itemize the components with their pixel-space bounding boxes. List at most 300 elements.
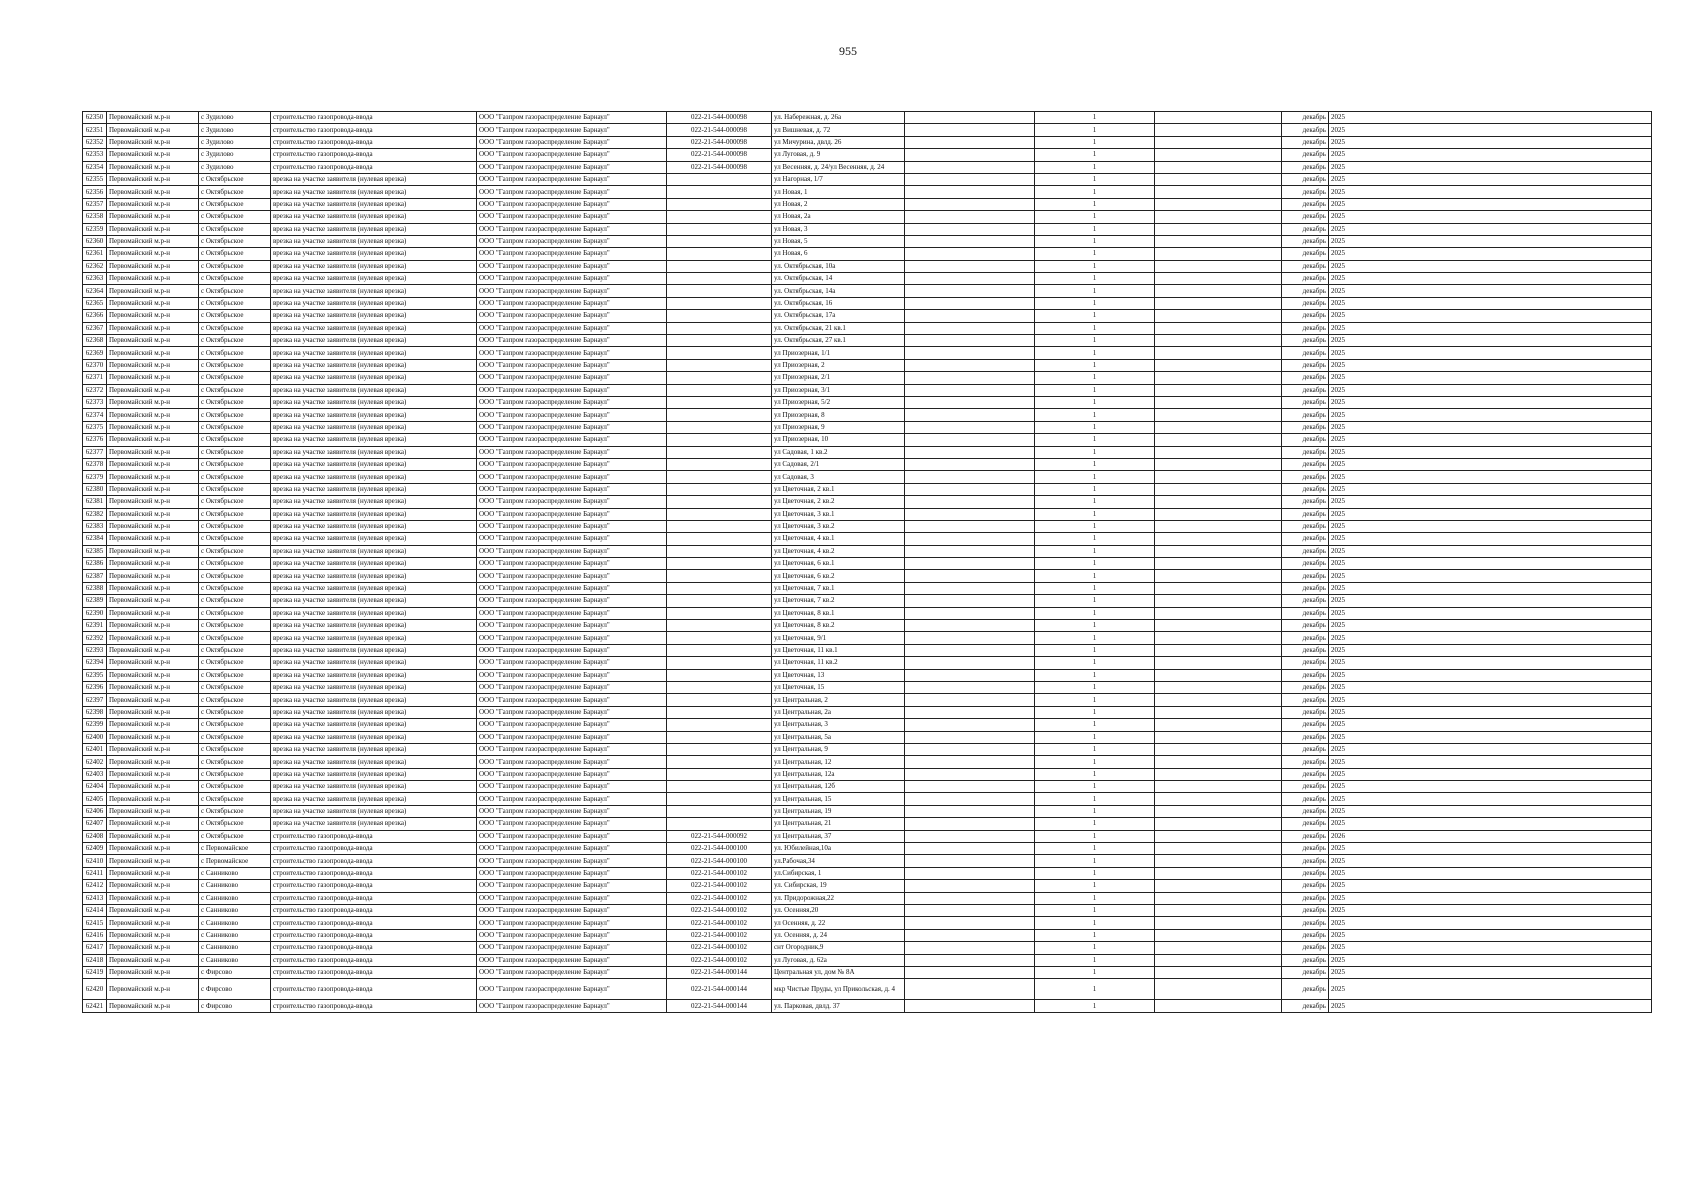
address: ул. Юбилейная,10а (772, 843, 905, 855)
empty-cell (905, 520, 1035, 532)
month: декабрь (1282, 496, 1329, 508)
quantity: 1 (1035, 359, 1155, 371)
address: ул Нагорная, 1/7 (772, 173, 905, 185)
month: декабрь (1282, 706, 1329, 718)
address: ул. Парковая, двлд. 37 (772, 1000, 905, 1012)
district: Первомайский м.р-н (107, 781, 199, 793)
month: декабрь (1282, 855, 1329, 867)
year: 2025 (1329, 954, 1652, 966)
work-type: строительство газопровода-ввода (271, 136, 477, 148)
row-number: 62419 (83, 966, 107, 978)
organization: ООО "Газпром газораспределение Барнаул" (477, 149, 667, 161)
quantity: 1 (1035, 235, 1155, 247)
work-type: врезка на участке заявителя (нулевая врезка) (271, 496, 477, 508)
organization: ООО "Газпром газораспределение Барнаул" (477, 867, 667, 879)
quantity: 1 (1035, 756, 1155, 768)
empty-cell (1155, 458, 1282, 470)
district: Первомайский м.р-н (107, 855, 199, 867)
table-row (83, 124, 1652, 136)
year: 2025 (1329, 818, 1652, 830)
organization: ООО "Газпром газораспределение Барнаул" (477, 533, 667, 545)
contract-code (667, 669, 772, 681)
year: 2025 (1329, 434, 1652, 446)
district: Первомайский м.р-н (107, 136, 199, 148)
settlement: с Октябрьское (199, 830, 271, 842)
contract-code (667, 768, 772, 780)
month: декабрь (1282, 595, 1329, 607)
table-row (83, 496, 1652, 508)
address: ул Новая, 2 (772, 198, 905, 210)
month: декабрь (1282, 248, 1329, 260)
district: Первомайский м.р-н (107, 149, 199, 161)
table-row (83, 818, 1652, 830)
address: ул Новая, 6 (772, 248, 905, 260)
quantity: 1 (1035, 595, 1155, 607)
table-row (83, 421, 1652, 433)
contract-code (667, 285, 772, 297)
month: декабрь (1282, 880, 1329, 892)
empty-cell (905, 347, 1035, 359)
settlement: с Зудилово (199, 136, 271, 148)
month: декабрь (1282, 1000, 1329, 1012)
row-number: 62373 (83, 396, 107, 408)
year: 2025 (1329, 409, 1652, 421)
work-type: строительство газопровода-ввода (271, 954, 477, 966)
empty-cell (905, 186, 1035, 198)
contract-code: 022-21-544-000098 (667, 112, 772, 124)
table-row (83, 942, 1652, 954)
table-row (83, 285, 1652, 297)
settlement: с Октябрьское (199, 198, 271, 210)
organization: ООО "Газпром газораспределение Барнаул" (477, 830, 667, 842)
month: декабрь (1282, 830, 1329, 842)
empty-cell (905, 905, 1035, 917)
empty-cell (905, 310, 1035, 322)
address: ул Новая, 2а (772, 211, 905, 223)
contract-code (667, 471, 772, 483)
work-type: строительство газопровода-ввода (271, 979, 477, 1000)
contract-code: 022-21-544-000098 (667, 149, 772, 161)
year: 2025 (1329, 322, 1652, 334)
empty-cell (1155, 1000, 1282, 1012)
empty-cell (905, 409, 1035, 421)
month: декабрь (1282, 384, 1329, 396)
quantity: 1 (1035, 347, 1155, 359)
district: Первомайский м.р-н (107, 359, 199, 371)
address: ул Центральная, 5а (772, 731, 905, 743)
settlement: с Октябрьское (199, 768, 271, 780)
empty-cell (1155, 149, 1282, 161)
empty-cell (1155, 335, 1282, 347)
organization: ООО "Газпром газораспределение Барнаул" (477, 706, 667, 718)
year: 2025 (1329, 582, 1652, 594)
district: Первомайский м.р-н (107, 520, 199, 532)
year: 2025 (1329, 805, 1652, 817)
district: Первомайский м.р-н (107, 471, 199, 483)
table-row (83, 880, 1652, 892)
table-row (83, 966, 1652, 978)
year: 2025 (1329, 942, 1652, 954)
row-number: 62417 (83, 942, 107, 954)
empty-cell (905, 892, 1035, 904)
quantity: 1 (1035, 248, 1155, 260)
empty-cell (905, 124, 1035, 136)
organization: ООО "Газпром газораспределение Барнаул" (477, 384, 667, 396)
work-type: строительство газопровода-ввода (271, 867, 477, 879)
table-row (83, 198, 1652, 210)
quantity: 1 (1035, 545, 1155, 557)
table-row (83, 310, 1652, 322)
table-row (83, 607, 1652, 619)
table-row (83, 384, 1652, 396)
month: декабрь (1282, 545, 1329, 557)
table-row (83, 781, 1652, 793)
district: Первомайский м.р-н (107, 297, 199, 309)
table-row (83, 186, 1652, 198)
empty-cell (1155, 359, 1282, 371)
empty-cell (905, 235, 1035, 247)
address: ул. Октябрьская, 17а (772, 310, 905, 322)
contract-code (667, 273, 772, 285)
row-number: 62353 (83, 149, 107, 161)
quantity: 1 (1035, 446, 1155, 458)
settlement: с Октябрьское (199, 297, 271, 309)
row-number: 62358 (83, 211, 107, 223)
district: Первомайский м.р-н (107, 198, 199, 210)
empty-cell (1155, 917, 1282, 929)
empty-cell (1155, 657, 1282, 669)
empty-cell (905, 756, 1035, 768)
page-number: 955 (839, 44, 857, 58)
settlement: с Первомайское (199, 855, 271, 867)
settlement: с Санниково (199, 917, 271, 929)
work-type: врезка на участке заявителя (нулевая врезка) (271, 396, 477, 408)
contract-code: 022-21-544-000102 (667, 892, 772, 904)
year: 2025 (1329, 570, 1652, 582)
table-row (83, 843, 1652, 855)
settlement: с Октябрьское (199, 335, 271, 347)
table-row (83, 582, 1652, 594)
address: ул Цветочная, 6 кв.2 (772, 570, 905, 582)
empty-cell (1155, 421, 1282, 433)
table-row (83, 855, 1652, 867)
contract-code (667, 508, 772, 520)
row-number: 62392 (83, 632, 107, 644)
row-number: 62379 (83, 471, 107, 483)
contract-code (667, 743, 772, 755)
month: декабрь (1282, 867, 1329, 879)
quantity: 1 (1035, 458, 1155, 470)
year: 2025 (1329, 149, 1652, 161)
empty-cell (1155, 223, 1282, 235)
address: ул Цветочная, 3 кв.1 (772, 508, 905, 520)
row-number: 62416 (83, 929, 107, 941)
month: декабрь (1282, 508, 1329, 520)
empty-cell (1155, 483, 1282, 495)
settlement: с Санниково (199, 942, 271, 954)
empty-cell (1155, 669, 1282, 681)
work-type: строительство газопровода-ввода (271, 942, 477, 954)
district: Первомайский м.р-н (107, 446, 199, 458)
contract-code (667, 310, 772, 322)
district: Первомайский м.р-н (107, 173, 199, 185)
work-type: врезка на участке заявителя (нулевая врезка) (271, 310, 477, 322)
settlement: с Октябрьское (199, 595, 271, 607)
address: ул Центральная, 12б (772, 781, 905, 793)
table-row (83, 136, 1652, 148)
contract-code (667, 198, 772, 210)
district: Первомайский м.р-н (107, 211, 199, 223)
empty-cell (905, 979, 1035, 1000)
quantity: 1 (1035, 979, 1155, 1000)
settlement: с Октябрьское (199, 805, 271, 817)
contract-code (667, 434, 772, 446)
empty-cell (1155, 434, 1282, 446)
contract-code: 022-21-544-000144 (667, 979, 772, 1000)
district: Первомайский м.р-н (107, 719, 199, 731)
row-number: 62350 (83, 112, 107, 124)
year: 2025 (1329, 979, 1652, 1000)
contract-code: 022-21-544-000102 (667, 867, 772, 879)
organization: ООО "Газпром газораспределение Барнаул" (477, 929, 667, 941)
table-row (83, 359, 1652, 371)
year: 2025 (1329, 843, 1652, 855)
empty-cell (1155, 545, 1282, 557)
row-number: 62369 (83, 347, 107, 359)
work-type: врезка на участке заявителя (нулевая врезка) (271, 632, 477, 644)
table-row (83, 768, 1652, 780)
district: Первомайский м.р-н (107, 310, 199, 322)
work-type: врезка на участке заявителя (нулевая врезка) (271, 768, 477, 780)
table-row (83, 409, 1652, 421)
work-type: врезка на участке заявителя (нулевая врезка) (271, 359, 477, 371)
empty-cell (905, 260, 1035, 272)
table-row (83, 520, 1652, 532)
contract-code (667, 335, 772, 347)
organization: ООО "Газпром газораспределение Барнаул" (477, 719, 667, 731)
organization: ООО "Газпром газораспределение Барнаул" (477, 235, 667, 247)
district: Первомайский м.р-н (107, 620, 199, 632)
empty-cell (1155, 211, 1282, 223)
row-number: 62407 (83, 818, 107, 830)
address: ул Цветочная, 8 кв.2 (772, 620, 905, 632)
work-type: врезка на участке заявителя (нулевая врезка) (271, 793, 477, 805)
district: Первомайский м.р-н (107, 384, 199, 396)
quantity: 1 (1035, 558, 1155, 570)
organization: ООО "Газпром газораспределение Барнаул" (477, 607, 667, 619)
month: декабрь (1282, 793, 1329, 805)
month: декабрь (1282, 570, 1329, 582)
quantity: 1 (1035, 570, 1155, 582)
empty-cell (1155, 409, 1282, 421)
organization: ООО "Газпром газораспределение Барнаул" (477, 979, 667, 1000)
row-number: 62372 (83, 384, 107, 396)
month: декабрь (1282, 533, 1329, 545)
table-row (83, 458, 1652, 470)
settlement: с Санниково (199, 954, 271, 966)
district: Первомайский м.р-н (107, 681, 199, 693)
year: 2025 (1329, 112, 1652, 124)
table-row (83, 694, 1652, 706)
district: Первомайский м.р-н (107, 929, 199, 941)
empty-cell (905, 1000, 1035, 1012)
contract-code (667, 570, 772, 582)
year: 2025 (1329, 186, 1652, 198)
address: ул Садовая, 2/1 (772, 458, 905, 470)
work-type: строительство газопровода-ввода (271, 880, 477, 892)
address: ул Приозерная, 5/2 (772, 396, 905, 408)
contract-code (667, 347, 772, 359)
row-number: 62384 (83, 533, 107, 545)
year: 2025 (1329, 595, 1652, 607)
address: ул. Октябрьская, 14 (772, 273, 905, 285)
empty-cell (1155, 496, 1282, 508)
address: ул Цветочная, 3 кв.2 (772, 520, 905, 532)
empty-cell (1155, 124, 1282, 136)
month: декабрь (1282, 520, 1329, 532)
district: Первомайский м.р-н (107, 396, 199, 408)
organization: ООО "Газпром газораспределение Барнаул" (477, 880, 667, 892)
work-type: врезка на участке заявителя (нулевая врезка) (271, 669, 477, 681)
organization: ООО "Газпром газораспределение Барнаул" (477, 644, 667, 656)
empty-cell (905, 954, 1035, 966)
contract-code (667, 384, 772, 396)
empty-cell (905, 396, 1035, 408)
month: декабрь (1282, 929, 1329, 941)
work-type: врезка на участке заявителя (нулевая врезка) (271, 347, 477, 359)
district: Первомайский м.р-н (107, 483, 199, 495)
empty-cell (1155, 235, 1282, 247)
year: 2025 (1329, 669, 1652, 681)
year: 2025 (1329, 396, 1652, 408)
address: ул Цветочная, 4 кв.1 (772, 533, 905, 545)
address: ул Центральная, 2а (772, 706, 905, 718)
district: Первомайский м.р-н (107, 124, 199, 136)
year: 2025 (1329, 211, 1652, 223)
empty-cell (905, 929, 1035, 941)
quantity: 1 (1035, 706, 1155, 718)
quantity: 1 (1035, 409, 1155, 421)
settlement: с Октябрьское (199, 719, 271, 731)
organization: ООО "Газпром газораспределение Барнаул" (477, 434, 667, 446)
table-row (83, 892, 1652, 904)
contract-code (667, 211, 772, 223)
row-number: 62411 (83, 867, 107, 879)
quantity: 1 (1035, 198, 1155, 210)
organization: ООО "Газпром газораспределение Барнаул" (477, 260, 667, 272)
contract-code: 022-21-544-000102 (667, 929, 772, 941)
month: декабрь (1282, 632, 1329, 644)
quantity: 1 (1035, 917, 1155, 929)
row-number: 62418 (83, 954, 107, 966)
settlement: с Октябрьское (199, 793, 271, 805)
month: декабрь (1282, 681, 1329, 693)
table-row (83, 508, 1652, 520)
settlement: с Октябрьское (199, 434, 271, 446)
address: ул Центральная, 21 (772, 818, 905, 830)
table-row (83, 483, 1652, 495)
address: ул Приозерная, 8 (772, 409, 905, 421)
work-type: врезка на участке заявителя (нулевая врезка) (271, 508, 477, 520)
settlement: с Санниково (199, 892, 271, 904)
district: Первомайский м.р-н (107, 669, 199, 681)
district: Первомайский м.р-н (107, 421, 199, 433)
quantity: 1 (1035, 112, 1155, 124)
empty-cell (905, 793, 1035, 805)
settlement: с Санниково (199, 880, 271, 892)
year: 2025 (1329, 793, 1652, 805)
work-type: врезка на участке заявителя (нулевая врезка) (271, 458, 477, 470)
empty-cell (905, 223, 1035, 235)
month: декабрь (1282, 644, 1329, 656)
work-type: врезка на участке заявителя (нулевая врезка) (271, 582, 477, 594)
organization: ООО "Газпром газораспределение Барнаул" (477, 595, 667, 607)
contract-code (667, 582, 772, 594)
address: ул. Октябрьская, 16 (772, 297, 905, 309)
settlement: с Октябрьское (199, 545, 271, 557)
address: ул Новая, 3 (772, 223, 905, 235)
row-number: 62362 (83, 260, 107, 272)
organization: ООО "Газпром газораспределение Барнаул" (477, 136, 667, 148)
quantity: 1 (1035, 818, 1155, 830)
address: ул Приозерная, 2/1 (772, 372, 905, 384)
work-type: врезка на участке заявителя (нулевая врезка) (271, 297, 477, 309)
contract-code (667, 322, 772, 334)
settlement: с Октябрьское (199, 694, 271, 706)
organization: ООО "Газпром газораспределение Барнаул" (477, 446, 667, 458)
organization: ООО "Газпром газораспределение Барнаул" (477, 211, 667, 223)
organization: ООО "Газпром газораспределение Барнаул" (477, 112, 667, 124)
empty-cell (905, 248, 1035, 260)
quantity: 1 (1035, 731, 1155, 743)
empty-cell (905, 161, 1035, 173)
empty-cell (905, 805, 1035, 817)
district: Первомайский м.р-н (107, 434, 199, 446)
row-number: 62389 (83, 595, 107, 607)
settlement: с Октябрьское (199, 533, 271, 545)
row-number: 62412 (83, 880, 107, 892)
year: 2025 (1329, 347, 1652, 359)
quantity: 1 (1035, 124, 1155, 136)
month: декабрь (1282, 421, 1329, 433)
quantity: 1 (1035, 520, 1155, 532)
empty-cell (905, 273, 1035, 285)
address: ул Центральная, 2 (772, 694, 905, 706)
work-type: врезка на участке заявителя (нулевая врезка) (271, 335, 477, 347)
year: 2025 (1329, 471, 1652, 483)
row-number: 62400 (83, 731, 107, 743)
row-number: 62401 (83, 743, 107, 755)
organization: ООО "Газпром газораспределение Барнаул" (477, 508, 667, 520)
address: ул. Октябрьская, 27 кв.1 (772, 335, 905, 347)
table-row (83, 731, 1652, 743)
organization: ООО "Газпром газораспределение Барнаул" (477, 669, 667, 681)
contract-code: 022-21-544-000102 (667, 954, 772, 966)
empty-cell (905, 830, 1035, 842)
work-type: врезка на участке заявителя (нулевая врезка) (271, 322, 477, 334)
contract-code (667, 533, 772, 545)
district: Первомайский м.р-н (107, 657, 199, 669)
organization: ООО "Газпром газораспределение Барнаул" (477, 458, 667, 470)
empty-cell (905, 843, 1035, 855)
work-type: строительство газопровода-ввода (271, 917, 477, 929)
contract-code (667, 607, 772, 619)
month: декабрь (1282, 558, 1329, 570)
settlement: с Октябрьское (199, 446, 271, 458)
district: Первомайский м.р-н (107, 880, 199, 892)
empty-cell (905, 880, 1035, 892)
empty-cell (905, 136, 1035, 148)
